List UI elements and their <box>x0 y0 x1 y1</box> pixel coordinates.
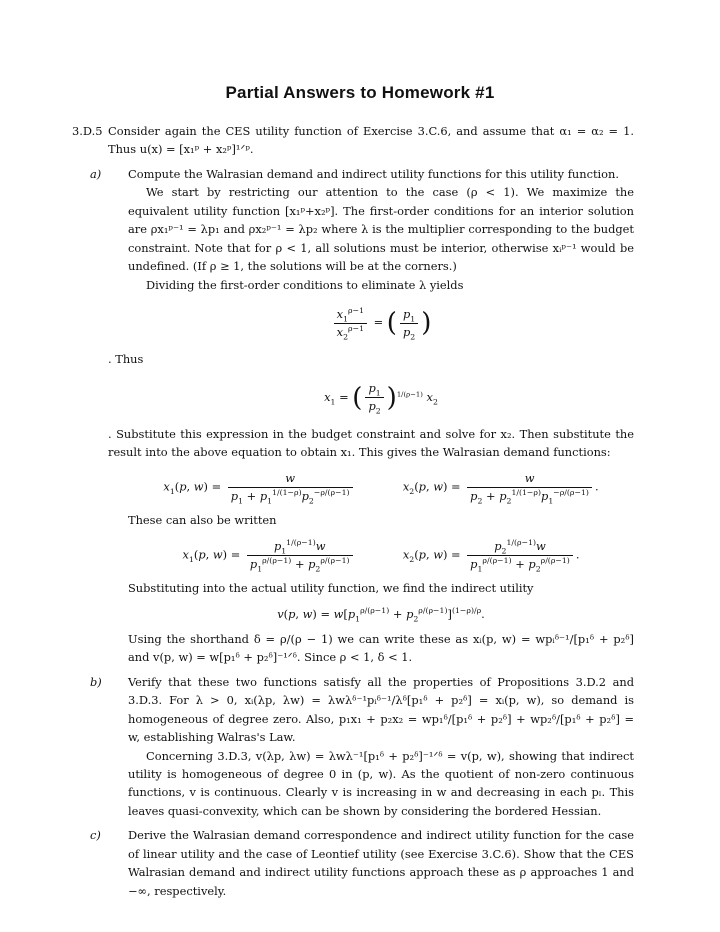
part-a <box>90 165 634 667</box>
problem-number: 3.D.5 <box>72 124 103 138</box>
part-b-paragraph-1: Verify that these two functions satisfy all the properties of Propositions 3.D.2 and 3.D.3. For λ > 0, xᵢ(λp, λw) = λwλᵟ⁻¹pᵢᵟ⁻¹/λᵟ[p₁ᵟ + p₂ᵟ] = xᵢ(p, w), so demand is homogeneous of degree zero. Also, p₁x₁ + p₂x₂ = wp₁ᵟ/[p₁ᵟ + p₂ᵟ] + wp₂ᵟ/[p₁ᵟ + p₂ᵟ] = w, establishing Walras's Law. <box>128 674 634 745</box>
part-a-paragraph-2: Dividing the first-order conditions to eliminate λ yields <box>146 277 464 292</box>
part-a-paragraph-6: Using the shorthand δ = ρ/(ρ − 1) we can write these as xᵢ(p, w) = wpᵢᵟ⁻¹/[p₁ᵟ + p₂ᵟ] and v(p, w) = w[p₁ᵟ + p₂ᵟ]⁻¹ᐟᵟ. Since ρ < 1, δ < 1. <box>128 631 634 665</box>
problem-3d5 <box>72 122 634 900</box>
equation-walrasian-demand-alt: $x_1(p$, w) = $\frac{p_1^{1/(\rho-1)}w}{p_1^{\rho/(\rho-1)} + p_2^{\rho/(\rho-1)}}$ $x_2(p$, w) = $\frac{p_2^{1/(\rho-1)}w}{p_1^{\rho/(\rho-1)} + p_2^{\rho/(\rho-1)}}$ . <box>182 537 580 573</box>
part-a-question: Compute the Walrasian demand and indirect utility functions for this utility function. <box>128 166 619 181</box>
part-a-paragraph-3: . Substitute this expression in the budget constraint and solve for x₂. Then substitute the result into the above equation to obtain x₁. This gives the Walrasian demand functions: <box>108 426 634 460</box>
part-a-paragraph-4: These can also be written <box>128 513 277 528</box>
problem-intro: Consider again the CES utility function of Exercise 3.C.6, and assume that α₁ = α₂ = 1. Thus u(x) = [x₁ᵖ + x₂ᵖ]¹ᐟᵖ. <box>108 124 634 157</box>
page-title: Partial Answers to Homework #1 <box>225 83 495 102</box>
part-a-thus: . Thus <box>108 352 144 367</box>
equation-foc-ratio: $\frac{x_1^{\rho-1}}{x_2^{\rho-1}}$ = ( $\frac{p_1}{p_2}$ ) <box>128 302 634 344</box>
equation-indirect-utility: v(p, $w) = w[p_1^{\rho/(\rho-1)} + p_2^{\rho/(\rho-1)}]^{(1-\rho)/\rho}$. <box>277 606 485 624</box>
part-a-label: a) <box>90 166 102 181</box>
part-c-label: c) <box>90 828 101 843</box>
part-a-paragraph-5: Substituting into the actual utility function, we find the indirect utility <box>128 580 534 595</box>
part-b-label: b) <box>90 674 102 689</box>
part-b-paragraph-2: Concerning 3.D.3, v(λp, λw) = λwλ⁻¹[p₁ᵟ + p₂ᵟ]⁻¹ᐟᵟ = v(p, w), showing that indirect utility is homogeneous of degree 0 in (p, w). As the quotient of non-zero continuous functions, v is continuous. Clearly v is increasing in w and decreasing in each pₗ. This leaves quasi-convexity, which can be shown by considering the bordered Hessian. <box>128 748 634 818</box>
equation-walrasian-demand: $x_1(p$, w) = $\frac{w}{p_1 + p_1^{1/(1-\rho)}p_2^{-\rho/(\rho-1)}}$ $x_2(p$, w) = $\frac{w}{p_2 + p_2^{1/(1-\rho)}p_1^{-\rho/(\rho-1)}}$ . <box>163 470 599 506</box>
equation-x1-in-x2: $x_1$ = ( $\frac{p_1}{p_2}$ )$^{1/(\rho-1)}$ $x_2$ <box>324 381 438 416</box>
part-c <box>90 826 634 900</box>
part-c-paragraph-1: Derive the Walrasian demand correspondence and indirect utility function for the case of linear utility and the case of Leontief utility (see Exercise 3.C.6). Show that the CES Walrasian demand and indirect utility functions approach these as ρ approaches 1 and −∞, respectively. <box>128 828 634 898</box>
part-b <box>90 673 634 821</box>
part-a-paragraph-1: We start by restricting our attention to the case (ρ < 1). We maximize the equivalent utility function [x₁ᵖ+x₂ᵖ]. The first-order conditions for an interior solution are ρx₁ᵖ⁻¹ = λp₁ and ρx₂ᵖ⁻¹ = λp₂ where λ is the multiplier corresponding to the budget constraint. Note that for ρ < 1, all solutions must be interior, otherwise xᵢᵖ⁻¹ would be undefined. (If ρ ≥ 1, the solutions will be at the corners.) <box>128 185 634 274</box>
